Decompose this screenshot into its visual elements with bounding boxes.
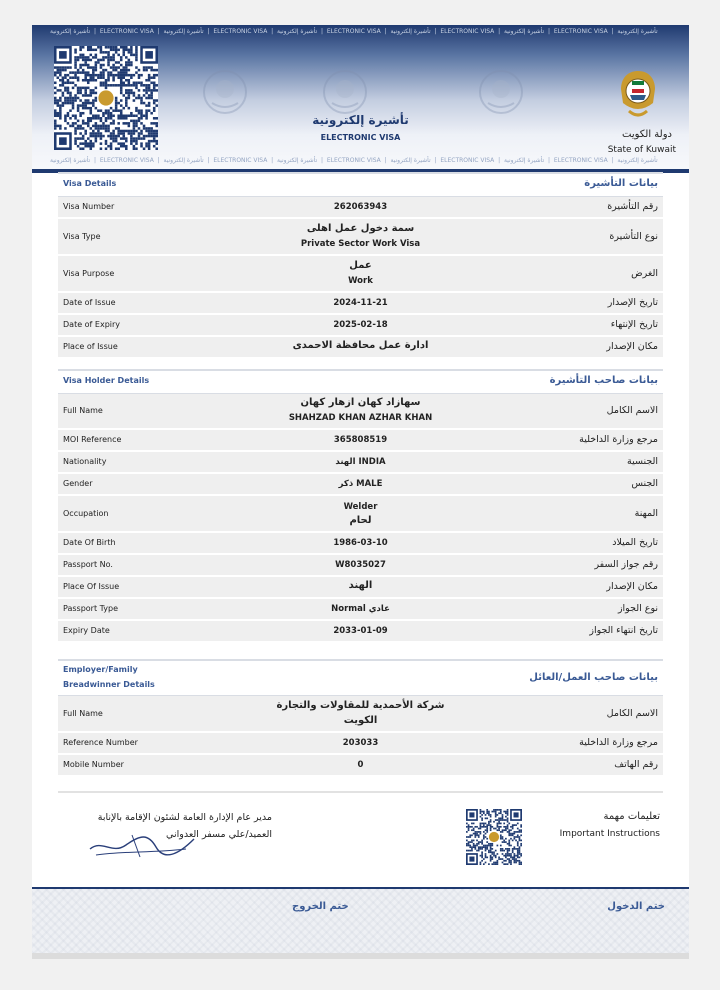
table-row [58, 430, 663, 452]
important-instructions-arabic: تعليمات مهمة [603, 811, 660, 822]
table-row [58, 621, 663, 643]
row-label: Mobile Number [63, 760, 124, 769]
row-value: Welder [343, 502, 378, 512]
table-row [58, 733, 663, 755]
row-label-arabic: الاسم الكامل [606, 405, 658, 416]
row-label-arabic: مكان الإصدار [606, 581, 658, 592]
row-value: شركة الأحمدية للمقاولات والتجارة [276, 700, 445, 711]
row-label-arabic: الغرض [631, 268, 658, 279]
row-label-arabic: رقم التأشيرة [607, 201, 658, 212]
section-header [58, 659, 663, 696]
exit-stamp-label: ختم الخروج [292, 901, 349, 912]
row-label-arabic: الاسم الكامل [606, 708, 658, 719]
row-value: Normal عادي [331, 604, 390, 614]
row-label: Place Of Issue [63, 582, 120, 591]
row-value: 2024-11-21 [333, 298, 388, 308]
section-title-arabic: بيانات صاحب التأشيرة [549, 375, 658, 386]
row-value: 2033-01-09 [333, 626, 388, 636]
table-row [58, 394, 663, 430]
row-value: W8035027 [335, 560, 386, 570]
row-value: 1986-03-10 [333, 538, 388, 548]
row-label-arabic: رقم الهاتف [614, 759, 658, 770]
section-header [58, 369, 663, 394]
row-label-arabic: تاريخ الإصدار [607, 297, 658, 308]
signature-icon [82, 825, 202, 861]
row-label-arabic: تاريخ الإنتهاء [610, 319, 658, 330]
row-value-secondary: Work [348, 276, 373, 286]
table-row [58, 293, 663, 315]
row-label: MOI Reference [63, 435, 122, 444]
row-value: ذكر MALE [338, 479, 383, 489]
watermark-emblem-icon [202, 69, 248, 115]
row-value: 365808519 [333, 435, 388, 445]
visa-holder-section [58, 369, 663, 643]
state-emblem-icon [615, 67, 661, 131]
row-label-arabic: رقم جواز السفر [594, 559, 658, 570]
row-label: Visa Number [63, 202, 115, 211]
row-label: Passport Type [63, 604, 119, 613]
section-header [58, 172, 663, 197]
section-title-english-line2: Breadwinner Details [63, 680, 155, 689]
row-label: Visa Type [63, 232, 101, 241]
watermark-emblem-icon [322, 69, 368, 115]
country-name-arabic: دولة الكويت [622, 129, 672, 140]
row-value-secondary: الكويت [343, 715, 378, 726]
row-label: Date Of Birth [63, 538, 116, 547]
table-row [58, 474, 663, 496]
section-divider [58, 791, 663, 793]
table-row [58, 197, 663, 219]
row-value: عمل [349, 260, 372, 271]
watermark-emblem-icon [478, 69, 524, 115]
row-label: Date of Issue [63, 298, 116, 307]
table-row [58, 337, 663, 359]
stamp-area [32, 889, 689, 953]
qr-code-icon [466, 809, 522, 865]
signer-name: العميد/علي مسفر العدواني [166, 829, 272, 840]
row-label: Full Name [63, 406, 103, 415]
table-row [58, 452, 663, 474]
watermark-band-top: تأشيرة إلكترونية | ELECTRONIC VISA | تأشيرة إلكترونية | ELECTRONIC VISA | تأشيرة إلكترونية | ELECTRONIC VISA | تأشيرة إلكترونية | ELECTRONIC VISA | تأشيرة إلكترونية | ELECTRONIC VISA | تأشيرة إلكترونية [50, 28, 658, 35]
row-label-arabic: نوع التأشيرة [609, 231, 658, 242]
section-title-arabic: بيانات صاحب العمل/العائل [529, 672, 658, 683]
important-instructions-english: Important Instructions [559, 829, 660, 839]
row-label-arabic: نوع الجواز [617, 603, 658, 614]
row-value-secondary: SHAHZAD KHAN AZHAR KHAN [288, 413, 433, 423]
section-title-english: Visa Holder Details [63, 376, 150, 385]
row-label: Passport No. [63, 560, 113, 569]
section-title-arabic: بيانات التأشيرة [584, 178, 658, 189]
row-value: ادارة عمل محافظة الاحمدى [292, 340, 429, 351]
entry-stamp-label: ختم الدخول [607, 901, 665, 912]
table-row [58, 256, 663, 293]
visa-header [32, 25, 689, 169]
row-label: Visa Purpose [63, 269, 115, 278]
row-label: Gender [63, 479, 93, 488]
row-value: 262063943 [333, 202, 388, 212]
row-value: الهند [348, 580, 373, 591]
row-label-arabic: مكان الإصدار [606, 341, 658, 352]
row-value-secondary: Private Sector Work Visa [300, 239, 421, 249]
row-label: Nationality [63, 457, 107, 466]
row-value: 2025-02-18 [333, 320, 388, 330]
table-row [58, 555, 663, 577]
row-label-arabic: مرجع وزارة الداخلية [579, 434, 658, 445]
table-row [58, 533, 663, 555]
row-value: سهازاد كهان ازهار كهان [300, 397, 421, 408]
qr-code-icon [54, 46, 158, 150]
visa-details-section [58, 172, 663, 359]
row-value-secondary: لحام [349, 515, 372, 526]
row-label-arabic: المهنة [634, 508, 658, 519]
row-label-arabic: تاريخ الميلاد [612, 537, 658, 548]
row-label-arabic: الجنس [631, 478, 658, 489]
table-row [58, 577, 663, 599]
visa-title-arabic: تأشيرة إلكترونية [312, 113, 409, 127]
signer-title: مدير عام الإدارة العامة لشئون الإقامة بالإنابة [97, 812, 272, 823]
row-label: Occupation [63, 509, 109, 518]
row-label-arabic: تاريخ انتهاء الجواز [589, 625, 658, 636]
row-value: 203033 [342, 738, 379, 748]
table-row [58, 496, 663, 533]
watermark-band-bottom: تأشيرة إلكترونية | ELECTRONIC VISA | تأشيرة إلكترونية | ELECTRONIC VISA | تأشيرة إلكترونية | ELECTRONIC VISA | تأشيرة إلكترونية | ELECTRONIC VISA | تأشيرة إلكترونية | ELECTRONIC VISA | تأشيرة إلكترونية [50, 157, 658, 164]
row-value: سمة دخول عمل اهلى [306, 223, 415, 234]
row-value: 0 [357, 760, 364, 770]
section-title-english: Employer/Family [63, 665, 138, 674]
table-row [58, 696, 663, 733]
table-row [58, 755, 663, 777]
employer-details-section [58, 659, 663, 777]
table-row [58, 599, 663, 621]
row-value: الهند INDIA [335, 457, 386, 467]
row-label: Date of Expiry [63, 320, 121, 329]
page-shadow [32, 953, 689, 959]
table-row [58, 219, 663, 256]
row-label: Full Name [63, 709, 103, 718]
row-label: Reference Number [63, 738, 138, 747]
visa-title-english: ELECTRONIC VISA [320, 133, 401, 142]
row-label-arabic: الجنسية [627, 456, 658, 467]
section-title-english: Visa Details [63, 179, 117, 188]
country-name-english: State of Kuwait [607, 145, 676, 155]
table-row [58, 315, 663, 337]
row-label-arabic: مرجع وزارة الداخلية [579, 737, 658, 748]
visa-document [32, 25, 689, 953]
row-label: Place of Issue [63, 342, 118, 351]
row-label: Expiry Date [63, 626, 110, 635]
